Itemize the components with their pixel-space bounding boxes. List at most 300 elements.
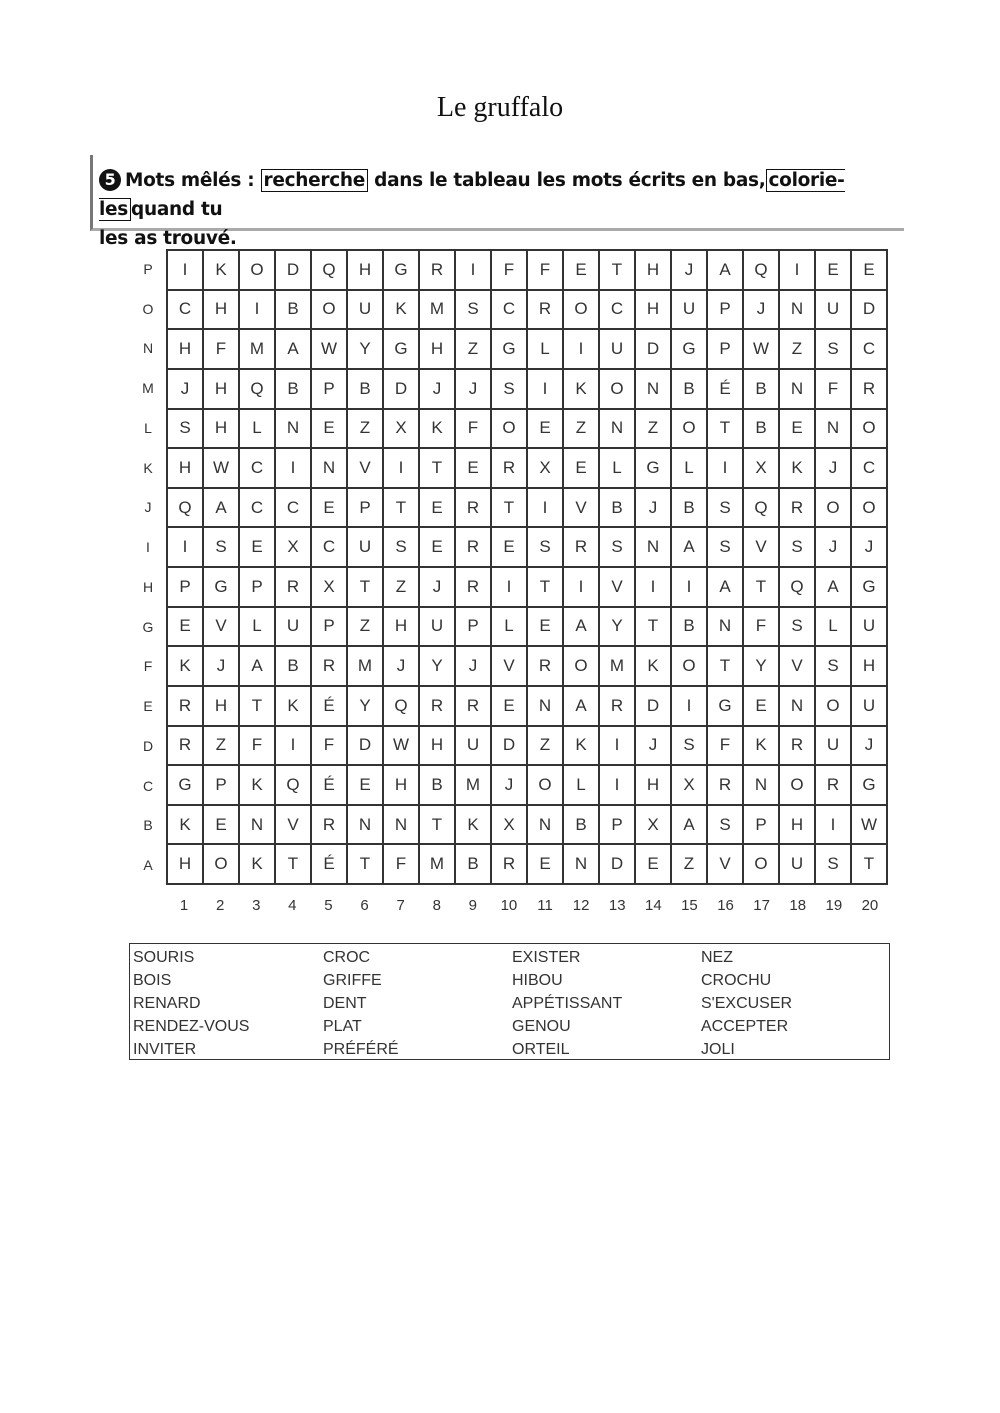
grid-cell[interactable]: Q: [168, 489, 204, 529]
grid-cell[interactable]: E: [312, 489, 348, 529]
grid-cell[interactable]: S: [672, 727, 708, 767]
grid-cell[interactable]: F: [204, 330, 240, 370]
grid-cell[interactable]: H: [636, 291, 672, 331]
grid-cell[interactable]: B: [420, 766, 456, 806]
grid-cell[interactable]: R: [780, 727, 816, 767]
grid-cell[interactable]: H: [348, 251, 384, 291]
grid-cell[interactable]: D: [276, 251, 312, 291]
grid-cell[interactable]: R: [420, 251, 456, 291]
grid-cell[interactable]: R: [816, 766, 852, 806]
grid-cell[interactable]: N: [564, 845, 600, 885]
grid-cell[interactable]: W: [852, 806, 888, 846]
grid-cell[interactable]: N: [780, 370, 816, 410]
grid-cell[interactable]: D: [852, 291, 888, 331]
grid-cell[interactable]: V: [348, 449, 384, 489]
grid-cell[interactable]: I: [492, 568, 528, 608]
grid-cell[interactable]: J: [816, 449, 852, 489]
grid-cell[interactable]: R: [600, 687, 636, 727]
grid-cell[interactable]: I: [276, 727, 312, 767]
grid-cell[interactable]: U: [816, 291, 852, 331]
grid-cell[interactable]: T: [744, 568, 780, 608]
grid-cell[interactable]: Y: [348, 330, 384, 370]
grid-cell[interactable]: Q: [312, 251, 348, 291]
grid-cell[interactable]: M: [240, 330, 276, 370]
grid-cell[interactable]: E: [852, 251, 888, 291]
grid-cell[interactable]: O: [744, 845, 780, 885]
grid-cell[interactable]: Z: [564, 410, 600, 450]
grid-cell[interactable]: L: [816, 608, 852, 648]
grid-cell[interactable]: K: [384, 291, 420, 331]
grid-cell[interactable]: L: [240, 410, 276, 450]
grid-cell[interactable]: E: [492, 687, 528, 727]
grid-cell[interactable]: B: [276, 370, 312, 410]
grid-cell[interactable]: M: [600, 647, 636, 687]
grid-cell[interactable]: R: [276, 568, 312, 608]
grid-cell[interactable]: S: [204, 528, 240, 568]
grid-cell[interactable]: L: [240, 608, 276, 648]
grid-cell[interactable]: G: [204, 568, 240, 608]
grid-cell[interactable]: A: [240, 647, 276, 687]
grid-cell[interactable]: L: [528, 330, 564, 370]
grid-cell[interactable]: R: [780, 489, 816, 529]
grid-cell[interactable]: M: [420, 291, 456, 331]
grid-cell[interactable]: C: [168, 291, 204, 331]
grid-cell[interactable]: L: [492, 608, 528, 648]
grid-cell[interactable]: V: [780, 647, 816, 687]
grid-cell[interactable]: F: [744, 608, 780, 648]
grid-cell[interactable]: A: [276, 330, 312, 370]
grid-cell[interactable]: T: [384, 489, 420, 529]
grid-cell[interactable]: W: [744, 330, 780, 370]
grid-cell[interactable]: P: [708, 330, 744, 370]
grid-cell[interactable]: E: [528, 608, 564, 648]
grid-cell[interactable]: R: [312, 647, 348, 687]
grid-cell[interactable]: G: [492, 330, 528, 370]
grid-cell[interactable]: F: [492, 251, 528, 291]
grid-cell[interactable]: O: [204, 845, 240, 885]
grid-cell[interactable]: D: [492, 727, 528, 767]
grid-cell[interactable]: J: [420, 370, 456, 410]
grid-cell[interactable]: U: [672, 291, 708, 331]
grid-cell[interactable]: T: [276, 845, 312, 885]
grid-cell[interactable]: B: [276, 647, 312, 687]
grid-cell[interactable]: V: [600, 568, 636, 608]
grid-cell[interactable]: H: [168, 449, 204, 489]
grid-cell[interactable]: P: [348, 489, 384, 529]
grid-cell[interactable]: C: [852, 449, 888, 489]
grid-cell[interactable]: A: [816, 568, 852, 608]
grid-cell[interactable]: J: [456, 647, 492, 687]
grid-cell[interactable]: U: [420, 608, 456, 648]
grid-cell[interactable]: A: [564, 687, 600, 727]
grid-cell[interactable]: U: [852, 608, 888, 648]
grid-cell[interactable]: J: [168, 370, 204, 410]
grid-cell[interactable]: K: [276, 687, 312, 727]
grid-cell[interactable]: P: [708, 291, 744, 331]
grid-cell[interactable]: I: [816, 806, 852, 846]
grid-cell[interactable]: V: [708, 845, 744, 885]
grid-cell[interactable]: Y: [420, 647, 456, 687]
grid-cell[interactable]: B: [672, 489, 708, 529]
grid-cell[interactable]: G: [852, 766, 888, 806]
grid-cell[interactable]: J: [492, 766, 528, 806]
grid-cell[interactable]: F: [708, 727, 744, 767]
grid-cell[interactable]: Z: [348, 410, 384, 450]
grid-cell[interactable]: I: [168, 528, 204, 568]
grid-cell[interactable]: N: [276, 410, 312, 450]
grid-cell[interactable]: B: [456, 845, 492, 885]
grid-cell[interactable]: D: [348, 727, 384, 767]
grid-cell[interactable]: E: [312, 410, 348, 450]
grid-cell[interactable]: V: [744, 528, 780, 568]
grid-cell[interactable]: S: [816, 647, 852, 687]
grid-cell[interactable]: O: [672, 410, 708, 450]
grid-cell[interactable]: U: [348, 528, 384, 568]
grid-cell[interactable]: F: [384, 845, 420, 885]
grid-cell[interactable]: G: [168, 766, 204, 806]
grid-cell[interactable]: N: [312, 449, 348, 489]
grid-cell[interactable]: D: [600, 845, 636, 885]
grid-cell[interactable]: C: [312, 528, 348, 568]
grid-cell[interactable]: X: [492, 806, 528, 846]
grid-cell[interactable]: W: [312, 330, 348, 370]
grid-cell[interactable]: E: [816, 251, 852, 291]
grid-cell[interactable]: F: [312, 727, 348, 767]
grid-cell[interactable]: P: [456, 608, 492, 648]
grid-cell[interactable]: N: [780, 291, 816, 331]
grid-cell[interactable]: J: [420, 568, 456, 608]
grid-cell[interactable]: U: [852, 687, 888, 727]
grid-cell[interactable]: I: [672, 568, 708, 608]
grid-cell[interactable]: I: [600, 766, 636, 806]
grid-cell[interactable]: Y: [600, 608, 636, 648]
grid-cell[interactable]: K: [780, 449, 816, 489]
grid-cell[interactable]: A: [708, 251, 744, 291]
grid-cell[interactable]: O: [780, 766, 816, 806]
grid-cell[interactable]: N: [600, 410, 636, 450]
grid-cell[interactable]: P: [168, 568, 204, 608]
grid-cell[interactable]: É: [312, 845, 348, 885]
grid-cell[interactable]: J: [744, 291, 780, 331]
grid-cell[interactable]: A: [564, 608, 600, 648]
grid-cell[interactable]: B: [348, 370, 384, 410]
grid-cell[interactable]: I: [780, 251, 816, 291]
grid-cell[interactable]: U: [600, 330, 636, 370]
grid-cell[interactable]: O: [564, 291, 600, 331]
grid-cell[interactable]: É: [312, 766, 348, 806]
grid-cell[interactable]: E: [420, 489, 456, 529]
grid-cell[interactable]: F: [456, 410, 492, 450]
grid-cell[interactable]: Z: [780, 330, 816, 370]
grid-cell[interactable]: K: [420, 410, 456, 450]
grid-cell[interactable]: T: [852, 845, 888, 885]
grid-cell[interactable]: X: [636, 806, 672, 846]
grid-cell[interactable]: V: [276, 806, 312, 846]
grid-cell[interactable]: T: [492, 489, 528, 529]
grid-cell[interactable]: C: [276, 489, 312, 529]
grid-cell[interactable]: P: [204, 766, 240, 806]
grid-cell[interactable]: O: [816, 687, 852, 727]
grid-cell[interactable]: X: [276, 528, 312, 568]
grid-cell[interactable]: S: [816, 845, 852, 885]
grid-cell[interactable]: W: [204, 449, 240, 489]
grid-cell[interactable]: Z: [348, 608, 384, 648]
grid-cell[interactable]: O: [672, 647, 708, 687]
grid-cell[interactable]: S: [780, 528, 816, 568]
grid-cell[interactable]: A: [672, 528, 708, 568]
grid-cell[interactable]: S: [816, 330, 852, 370]
grid-cell[interactable]: I: [672, 687, 708, 727]
grid-cell[interactable]: O: [816, 489, 852, 529]
grid-cell[interactable]: Y: [348, 687, 384, 727]
grid-cell[interactable]: T: [420, 806, 456, 846]
grid-cell[interactable]: X: [384, 410, 420, 450]
grid-cell[interactable]: K: [564, 727, 600, 767]
grid-cell[interactable]: R: [528, 291, 564, 331]
grid-cell[interactable]: G: [384, 251, 420, 291]
grid-cell[interactable]: Q: [276, 766, 312, 806]
grid-cell[interactable]: U: [780, 845, 816, 885]
grid-cell[interactable]: Y: [744, 647, 780, 687]
grid-cell[interactable]: R: [168, 727, 204, 767]
grid-cell[interactable]: E: [780, 410, 816, 450]
grid-cell[interactable]: G: [708, 687, 744, 727]
grid-cell[interactable]: J: [852, 528, 888, 568]
grid-cell[interactable]: N: [780, 687, 816, 727]
grid-cell[interactable]: I: [528, 370, 564, 410]
grid-cell[interactable]: P: [744, 806, 780, 846]
grid-cell[interactable]: M: [420, 845, 456, 885]
grid-cell[interactable]: C: [852, 330, 888, 370]
grid-cell[interactable]: I: [636, 568, 672, 608]
grid-cell[interactable]: T: [240, 687, 276, 727]
grid-cell[interactable]: O: [852, 489, 888, 529]
grid-cell[interactable]: I: [708, 449, 744, 489]
grid-cell[interactable]: B: [600, 489, 636, 529]
grid-cell[interactable]: G: [384, 330, 420, 370]
grid-cell[interactable]: B: [672, 370, 708, 410]
grid-cell[interactable]: N: [636, 370, 672, 410]
grid-cell[interactable]: N: [528, 687, 564, 727]
grid-cell[interactable]: R: [564, 528, 600, 568]
grid-cell[interactable]: Z: [672, 845, 708, 885]
grid-cell[interactable]: E: [528, 410, 564, 450]
grid-cell[interactable]: Z: [528, 727, 564, 767]
grid-cell[interactable]: E: [744, 687, 780, 727]
grid-cell[interactable]: H: [636, 766, 672, 806]
grid-cell[interactable]: K: [636, 647, 672, 687]
grid-cell[interactable]: O: [528, 766, 564, 806]
grid-cell[interactable]: Z: [384, 568, 420, 608]
grid-cell[interactable]: S: [708, 806, 744, 846]
grid-cell[interactable]: E: [492, 528, 528, 568]
grid-cell[interactable]: T: [420, 449, 456, 489]
grid-cell[interactable]: S: [708, 528, 744, 568]
grid-cell[interactable]: I: [384, 449, 420, 489]
grid-cell[interactable]: B: [276, 291, 312, 331]
grid-cell[interactable]: K: [204, 251, 240, 291]
grid-cell[interactable]: F: [816, 370, 852, 410]
grid-cell[interactable]: V: [564, 489, 600, 529]
grid-cell[interactable]: L: [564, 766, 600, 806]
grid-cell[interactable]: G: [636, 449, 672, 489]
grid-cell[interactable]: S: [492, 370, 528, 410]
grid-cell[interactable]: R: [492, 449, 528, 489]
grid-cell[interactable]: Q: [744, 251, 780, 291]
grid-cell[interactable]: I: [240, 291, 276, 331]
grid-cell[interactable]: E: [564, 251, 600, 291]
grid-cell[interactable]: U: [816, 727, 852, 767]
grid-cell[interactable]: R: [492, 845, 528, 885]
grid-cell[interactable]: N: [636, 528, 672, 568]
grid-cell[interactable]: K: [240, 845, 276, 885]
grid-cell[interactable]: E: [204, 806, 240, 846]
grid-cell[interactable]: H: [204, 291, 240, 331]
grid-cell[interactable]: R: [852, 370, 888, 410]
grid-cell[interactable]: C: [240, 489, 276, 529]
grid-cell[interactable]: D: [636, 687, 672, 727]
grid-cell[interactable]: T: [348, 845, 384, 885]
grid-cell[interactable]: X: [528, 449, 564, 489]
grid-cell[interactable]: V: [492, 647, 528, 687]
grid-cell[interactable]: S: [528, 528, 564, 568]
grid-cell[interactable]: I: [276, 449, 312, 489]
grid-cell[interactable]: L: [600, 449, 636, 489]
grid-cell[interactable]: J: [672, 251, 708, 291]
grid-cell[interactable]: R: [168, 687, 204, 727]
grid-cell[interactable]: K: [456, 806, 492, 846]
grid-cell[interactable]: M: [456, 766, 492, 806]
grid-cell[interactable]: X: [744, 449, 780, 489]
grid-cell[interactable]: W: [384, 727, 420, 767]
grid-cell[interactable]: B: [744, 370, 780, 410]
grid-cell[interactable]: H: [852, 647, 888, 687]
grid-cell[interactable]: I: [168, 251, 204, 291]
grid-cell[interactable]: O: [492, 410, 528, 450]
grid-cell[interactable]: Z: [456, 330, 492, 370]
grid-cell[interactable]: A: [708, 568, 744, 608]
grid-cell[interactable]: R: [708, 766, 744, 806]
grid-cell[interactable]: S: [708, 489, 744, 529]
grid-cell[interactable]: I: [564, 330, 600, 370]
grid-cell[interactable]: H: [420, 727, 456, 767]
grid-cell[interactable]: B: [564, 806, 600, 846]
grid-cell[interactable]: N: [708, 608, 744, 648]
grid-cell[interactable]: S: [456, 291, 492, 331]
grid-cell[interactable]: J: [384, 647, 420, 687]
grid-cell[interactable]: R: [312, 806, 348, 846]
grid-cell[interactable]: Z: [204, 727, 240, 767]
grid-cell[interactable]: Q: [780, 568, 816, 608]
grid-cell[interactable]: F: [528, 251, 564, 291]
grid-cell[interactable]: T: [636, 608, 672, 648]
grid-cell[interactable]: K: [168, 806, 204, 846]
grid-cell[interactable]: J: [636, 489, 672, 529]
grid-cell[interactable]: N: [816, 410, 852, 450]
grid-cell[interactable]: U: [456, 727, 492, 767]
grid-cell[interactable]: D: [384, 370, 420, 410]
grid-cell[interactable]: P: [600, 806, 636, 846]
grid-cell[interactable]: R: [456, 489, 492, 529]
grid-cell[interactable]: T: [708, 647, 744, 687]
grid-cell[interactable]: E: [456, 449, 492, 489]
grid-cell[interactable]: H: [636, 251, 672, 291]
grid-cell[interactable]: D: [636, 330, 672, 370]
grid-cell[interactable]: H: [384, 608, 420, 648]
grid-cell[interactable]: C: [600, 291, 636, 331]
grid-cell[interactable]: O: [600, 370, 636, 410]
grid-cell[interactable]: J: [204, 647, 240, 687]
grid-cell[interactable]: H: [780, 806, 816, 846]
grid-cell[interactable]: N: [744, 766, 780, 806]
grid-cell[interactable]: C: [492, 291, 528, 331]
grid-cell[interactable]: H: [204, 370, 240, 410]
grid-cell[interactable]: Q: [240, 370, 276, 410]
grid-cell[interactable]: J: [636, 727, 672, 767]
grid-cell[interactable]: G: [672, 330, 708, 370]
grid-cell[interactable]: T: [528, 568, 564, 608]
grid-cell[interactable]: J: [852, 727, 888, 767]
grid-cell[interactable]: U: [276, 608, 312, 648]
grid-cell[interactable]: V: [204, 608, 240, 648]
grid-cell[interactable]: P: [312, 608, 348, 648]
grid-cell[interactable]: K: [744, 727, 780, 767]
grid-cell[interactable]: X: [672, 766, 708, 806]
grid-cell[interactable]: F: [240, 727, 276, 767]
grid-cell[interactable]: N: [348, 806, 384, 846]
grid-cell[interactable]: B: [672, 608, 708, 648]
grid-cell[interactable]: T: [600, 251, 636, 291]
grid-cell[interactable]: A: [672, 806, 708, 846]
grid-cell[interactable]: H: [168, 845, 204, 885]
grid-cell[interactable]: I: [528, 489, 564, 529]
grid-cell[interactable]: I: [600, 727, 636, 767]
grid-cell[interactable]: E: [564, 449, 600, 489]
grid-cell[interactable]: H: [420, 330, 456, 370]
grid-cell[interactable]: L: [672, 449, 708, 489]
grid-cell[interactable]: K: [168, 647, 204, 687]
grid-cell[interactable]: C: [240, 449, 276, 489]
grid-cell[interactable]: R: [456, 528, 492, 568]
grid-cell[interactable]: R: [420, 687, 456, 727]
grid-cell[interactable]: O: [240, 251, 276, 291]
grid-cell[interactable]: I: [564, 568, 600, 608]
grid-cell[interactable]: R: [528, 647, 564, 687]
grid-cell[interactable]: R: [456, 568, 492, 608]
grid-cell[interactable]: G: [852, 568, 888, 608]
grid-cell[interactable]: E: [348, 766, 384, 806]
grid-cell[interactable]: U: [348, 291, 384, 331]
grid-cell[interactable]: A: [204, 489, 240, 529]
grid-cell[interactable]: S: [384, 528, 420, 568]
grid-cell[interactable]: O: [852, 410, 888, 450]
grid-cell[interactable]: K: [564, 370, 600, 410]
grid-cell[interactable]: Q: [744, 489, 780, 529]
grid-cell[interactable]: H: [204, 410, 240, 450]
grid-cell[interactable]: S: [168, 410, 204, 450]
grid-cell[interactable]: P: [312, 370, 348, 410]
grid-cell[interactable]: Z: [636, 410, 672, 450]
grid-cell[interactable]: E: [528, 845, 564, 885]
grid-cell[interactable]: H: [384, 766, 420, 806]
grid-cell[interactable]: E: [168, 608, 204, 648]
grid-cell[interactable]: S: [780, 608, 816, 648]
grid-cell[interactable]: H: [168, 330, 204, 370]
grid-cell[interactable]: P: [240, 568, 276, 608]
grid-cell[interactable]: X: [312, 568, 348, 608]
grid-cell[interactable]: K: [240, 766, 276, 806]
grid-cell[interactable]: E: [636, 845, 672, 885]
